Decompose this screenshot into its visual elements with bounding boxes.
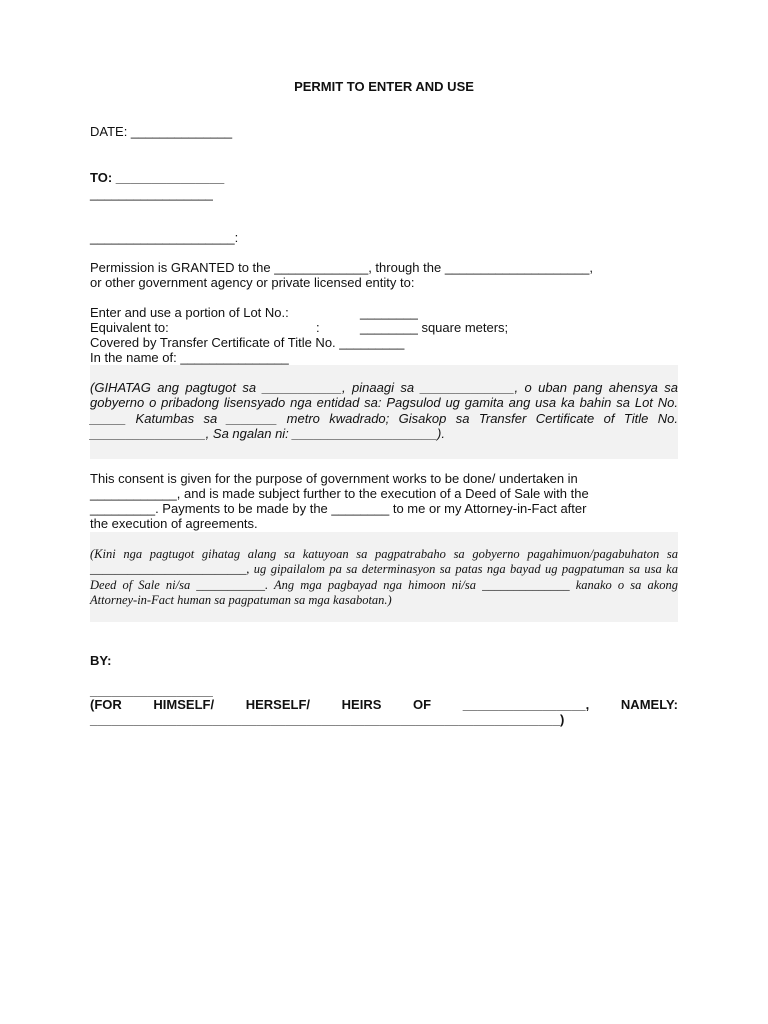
lot-value: ________ [360, 305, 418, 320]
consent-line-3: _________. Payments to be made by the ________ to me or my Attorney-in-Fact after [90, 501, 587, 516]
final-line: _________________________________________________________________) [90, 712, 565, 727]
lot-label: Enter and use a portion of Lot No.: [90, 305, 289, 320]
covered-line: Covered by Transfer Certificate of Title No. _________ [90, 335, 405, 350]
for-word-2: HIMSELF/ [153, 697, 215, 712]
consent-line-4: the execution of agreements. [90, 516, 258, 531]
for-word-4: HEIRS [341, 697, 382, 712]
permission-line-1: Permission is GRANTED to the _____________, through the ____________________, [90, 260, 594, 275]
document-title: PERMIT TO ENTER AND USE [294, 79, 474, 94]
tagalog-paragraph-1: (GIHATAG ang pagtugot sa ___________, pinaagi sa _____________, o uban pang ahensya sa gobyerno o pribadong lisensyado nga entidad sa: Pagsulod ug gamita ang usa ka bahin sa Lot No. _____ Katumbas sa _______ metro kwadrado; Gisakop sa Transfer Certificate of Title No. ________________, Sa ngalan ni: ____________________). [90, 380, 678, 441]
signature-line: _________________ [90, 683, 213, 698]
for-word-5: OF [413, 697, 432, 712]
to-line: TO: _______________ [90, 170, 225, 185]
date-line: DATE: ______________ [90, 124, 233, 139]
permission-line-2: or other government agency or private licensed entity to: [90, 275, 415, 290]
equivalent-value: ________ square meters; [360, 320, 509, 335]
name-of-line: In the name of: _______________ [90, 350, 289, 365]
consent-line-1: This consent is given for the purpose of government works to be done/ undertaken in [90, 471, 578, 486]
for-word-6: _________________, [462, 697, 590, 712]
consent-line-2: ____________, and is made subject further to the execution of a Deed of Sale with the [90, 486, 589, 501]
tagalog-paragraph-2: (Kini nga pagtugot gihatag alang sa katuyoan sa pagpatrabaho sa gobyerno pagahimuon/pagabuhaton sa _________________________, ug gipailalom pa sa determinasyon sa patas nga bayad ug pagpatuman sa usa ka Deed of Sale ni/sa ___________. Ang mga pagbayad nga himoon ni/sa ______________ kanako o sa akong Attorney-in-Fact human sa pagpatuman sa mga kasabotan.) [90, 547, 678, 607]
equivalent-label: Equivalent to: [90, 320, 169, 335]
for-word-7: NAMELY: [620, 697, 678, 712]
to-line-2: _________________ [90, 186, 213, 201]
equivalent-colon: : [316, 320, 320, 335]
by-label: BY: [90, 653, 112, 668]
for-word-1: (FOR [90, 697, 122, 712]
for-word-3: HERSELF/ [245, 697, 311, 712]
for-himself-line [90, 697, 678, 712]
address-line: ____________________: [90, 230, 239, 245]
